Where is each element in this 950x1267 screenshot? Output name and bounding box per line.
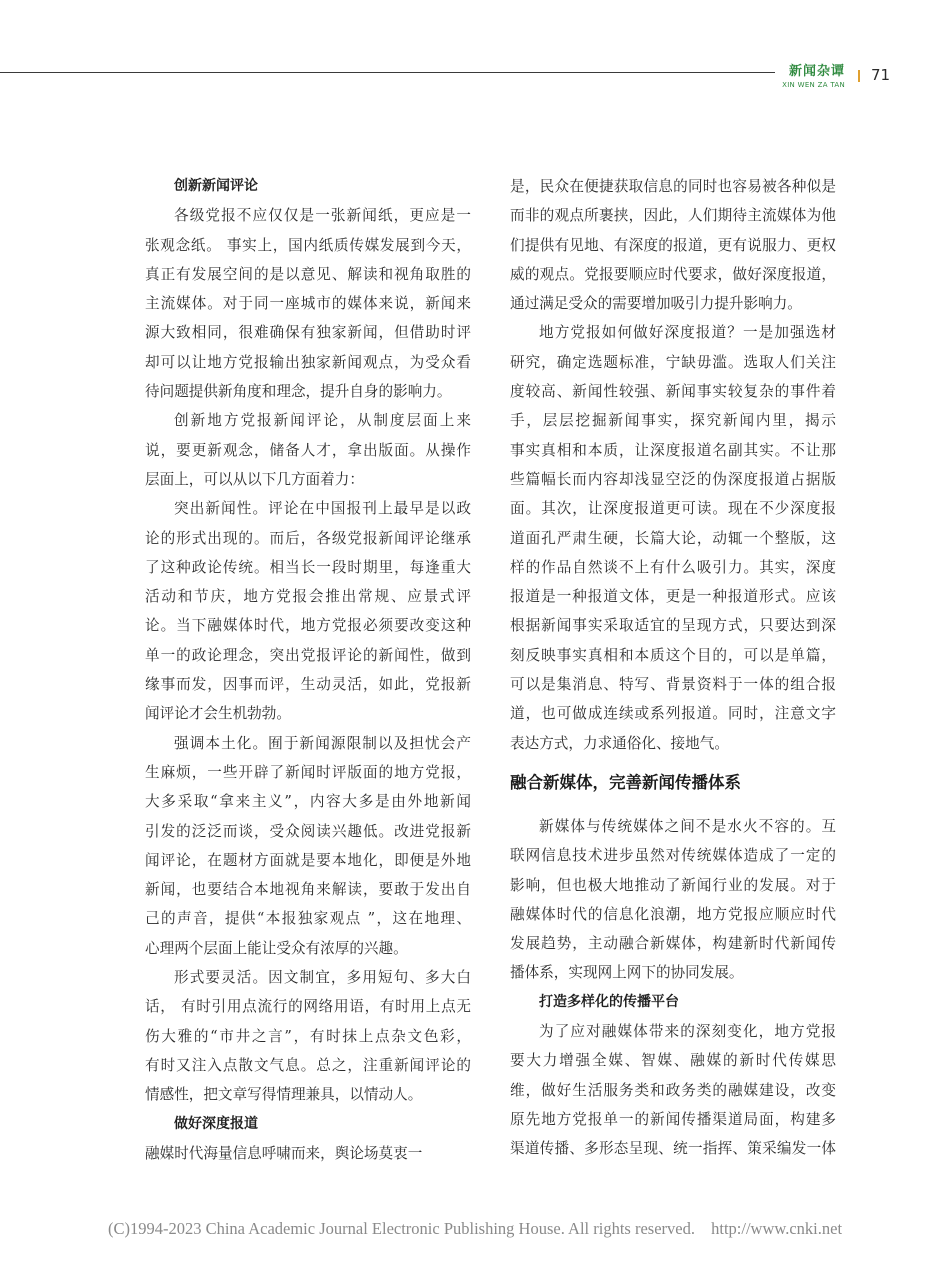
paragraph-line: 创新地方党报新闻评论，从制度层面上来 bbox=[174, 412, 471, 430]
left-column bbox=[145, 172, 471, 1168]
paragraph-line: 为了应对融媒体带来的深刻变化，地方党报 bbox=[539, 1023, 836, 1041]
paragraph-line: 研究，确定选题标准，宁缺毋滥。选取人们关注 bbox=[510, 353, 836, 371]
paragraph-line: 强调本土化。囿于新闻源限制以及担忧会产 bbox=[174, 734, 471, 752]
paragraph-line: 源大致相同，很难确保有独家新闻，但借助时评 bbox=[145, 324, 471, 342]
journal-name: 新闻杂谭 bbox=[788, 64, 845, 79]
paragraph-line: 发展趋势，主动融合新媒体，构建新时代新闻传 bbox=[510, 935, 836, 953]
paragraph-line: 形式要灵活。因文制宜，多用短句、多大白 bbox=[174, 969, 471, 987]
paragraph-line: 张观念纸。 事实上，国内纸质传媒发展到今天， bbox=[145, 236, 471, 254]
paragraph-line: 闻评论，在题材方面就是要本地化，即便是外地 bbox=[145, 851, 471, 869]
footer bbox=[0, 1219, 950, 1239]
paragraph-line: 表达方式，力求通俗化、接地气。 bbox=[510, 734, 729, 752]
paragraph-line: 大多采取“拿来主义”，内容大多是由外地新闻 bbox=[145, 793, 471, 811]
subsection-heading: 做好深度报道 bbox=[174, 1115, 258, 1132]
paragraph-line: 情感性，把文章写得情理兼具，以情动人。 bbox=[145, 1086, 423, 1104]
paragraph-line: 地方党报如何做好深度报道？一是加强选材 bbox=[539, 324, 836, 342]
paragraph-line: 面。其次，让深度报道更可读。现在不少深度报 bbox=[510, 500, 836, 518]
paragraph-line: 播体系，实现网上网下的协同发展。 bbox=[510, 964, 744, 982]
copyright-text: (C)1994-2023 China Academic Journal Electronic Publishing House. All rights reserved. bbox=[107, 1219, 695, 1238]
paragraph-line: 论。当下融媒体时代，地方党报必须要改变这种 bbox=[145, 617, 471, 635]
paragraph-line: 伤大雅的“市井之言”，有时抹上点杂文色彩， bbox=[145, 1027, 471, 1045]
paragraph-line: 各级党报不应仅仅是一张新闻纸，更应是一 bbox=[174, 207, 471, 225]
paragraph-line: 样的作品自然谈不上有什么吸引力。其实，深度 bbox=[510, 558, 836, 576]
paragraph-line: 活动和节庆，地方党报会推出常规、应景式评 bbox=[145, 588, 471, 606]
paragraph-line: 些篇幅长而内容却浅显空泛的伪深度报道占据版 bbox=[510, 470, 836, 488]
paragraph-line: 可以是集消息、特写、背景资料于一体的组合报 bbox=[510, 676, 836, 694]
paragraph-line: 己的声音，提供“本报独家观点 ”，这在地理、 bbox=[145, 910, 471, 928]
paragraph-line: 们提供有见地、有深度的报道，更有说服力、更权 bbox=[510, 236, 836, 254]
masthead-divider bbox=[858, 70, 860, 82]
header-rule bbox=[0, 72, 775, 73]
paragraph-line: 突出新闻性。评论在中国报刊上最早是以政 bbox=[174, 500, 471, 518]
paragraph-line: 根据新闻事实采取适宜的呈现方式，只要达到深 bbox=[510, 617, 836, 635]
paragraph-line: 话， 有时引用点流行的网络用语，有时用上点无 bbox=[145, 998, 471, 1016]
paragraph-line: 道，也可做成连续或系列报道。同时，注意文字 bbox=[510, 705, 836, 723]
paragraph-line: 度较高、新闻性较强、新闻事实较复杂的事件着 bbox=[510, 383, 836, 401]
paragraph-line: 而非的观点所裹挟，因此，人们期待主流媒体为他 bbox=[510, 207, 836, 225]
paragraph-line: 事实真相和本质，让深度报道名副其实。不让那 bbox=[510, 441, 836, 459]
paragraph-line: 论的形式出现的。而后，各级党报新闻评论继承 bbox=[145, 529, 471, 547]
paragraph-line: 道面孔严肃生硬，长篇大论，动辄一个整版，这 bbox=[510, 529, 836, 547]
paragraph-line: 却可以让地方党报输出独家新闻观点，为受众看 bbox=[145, 353, 471, 371]
journal-masthead bbox=[775, 64, 845, 90]
paragraph-line: 手，层层挖掘新闻事实，探究新闻内里，揭示 bbox=[510, 412, 836, 430]
section-heading: 融合新媒体，完善新闻传播体系 bbox=[510, 772, 741, 792]
paragraph-line: 闻评论才会生机勃勃。 bbox=[145, 705, 291, 723]
paragraph-line: 联网信息技术进步虽然对传统媒体造成了一定的 bbox=[510, 847, 836, 865]
journal-pinyin: XIN WEN ZA TAN bbox=[782, 81, 845, 89]
paragraph-line: 引发的泛泛而谈，受众阅读兴趣低。改进党报新 bbox=[145, 822, 471, 840]
paragraph-line: 维，做好生活服务类和政务类的融媒建设，改变 bbox=[510, 1081, 836, 1099]
paragraph-line: 了这种政论传统。相当长一段时期里，每逢重大 bbox=[145, 558, 471, 576]
paragraph-line: 是，民众在便捷获取信息的同时也容易被各种似是 bbox=[510, 178, 836, 195]
paragraph-line: 报道是一种报道文体，更是一种报道形式。应该 bbox=[510, 588, 836, 606]
paragraph-line: 心理两个层面上能让受众有浓厚的兴趣。 bbox=[145, 939, 408, 957]
paragraph-line: 融媒体时代的信息化浪潮，地方党报应顺应时代 bbox=[510, 905, 836, 923]
paragraph-line: 层面上，可以从以下几方面着力： bbox=[145, 470, 364, 488]
paragraph-line: 影响，但也极大地推动了新闻行业的发展。对于 bbox=[510, 876, 836, 894]
paragraph-line: 新闻，也要结合本地视角来解读，要敢于发出自 bbox=[145, 881, 471, 899]
subsection-heading: 创新新闻评论 bbox=[174, 178, 258, 194]
footer-url: http://www.cnki.net bbox=[711, 1219, 843, 1238]
paragraph-line: 真正有发展空间的是以意见、解读和视角取胜的 bbox=[145, 265, 471, 283]
paragraph-line: 缘事而发，因事而评，生动灵活，如此，党报新 bbox=[145, 676, 471, 694]
right-column bbox=[510, 172, 836, 1164]
paragraph-line: 刻反映事实真相和本质这个目的，可以是单篇， bbox=[510, 646, 836, 664]
paragraph-line: 生麻烦，一些开辟了新闻时评版面的地方党报， bbox=[145, 763, 471, 781]
paragraph-line: 新媒体与传统媒体之间不是水火不容的。互 bbox=[539, 817, 836, 835]
paragraph-line: 有时又注入点散文气息。总之，注重新闻评论的 bbox=[145, 1056, 471, 1074]
paragraph-line: 待问题提供新角度和理念，提升自身的影响力。 bbox=[145, 383, 452, 401]
page-number: 71 bbox=[871, 66, 891, 84]
paragraph-line: 融媒时代海量信息呼啸而来，舆论场莫衷一 bbox=[145, 1144, 423, 1162]
subsection-heading: 打造多样化的传播平台 bbox=[539, 993, 679, 1010]
paragraph-line: 主流媒体。对于同一座城市的媒体来说，新闻来 bbox=[145, 295, 471, 313]
paragraph-line: 渠道传播、多形态呈现、统一指挥、策采编发一体 bbox=[510, 1140, 836, 1158]
paragraph-line: 通过满足受众的需要增加吸引力提升影响力。 bbox=[510, 295, 802, 313]
paragraph-line: 威的观点。党报要顺应时代要求，做好深度报道， bbox=[510, 265, 836, 283]
paragraph-line: 说，要更新观念，储备人才，拿出版面。从操作 bbox=[145, 441, 471, 459]
paragraph-line: 要大力增强全媒、智媒、融媒的新时代传媒思 bbox=[510, 1052, 836, 1070]
paragraph-line: 原先地方党报单一的新闻传播渠道局面，构建多 bbox=[510, 1110, 836, 1128]
paragraph-line: 单一的政论理念，突出党报评论的新闻性，做到 bbox=[145, 646, 471, 664]
